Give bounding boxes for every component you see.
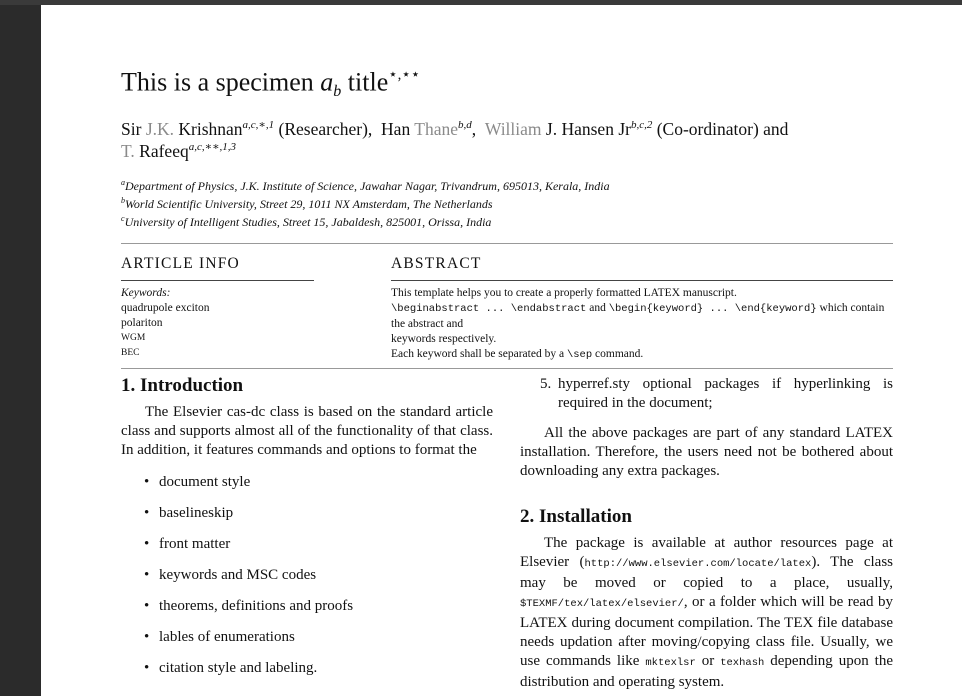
abstract-code: \beginabstract ... \endabstract (391, 303, 587, 315)
affiliation-mark: a (121, 178, 125, 187)
author-first-name[interactable]: J.K. (145, 119, 175, 139)
author-last-name: Krishnan (174, 119, 243, 139)
affiliation-item (121, 177, 610, 195)
abstract-code: \begin{keyword} ... \end{keyword} (608, 303, 817, 315)
author-last-name[interactable]: Thane (414, 119, 458, 139)
installation-text: The package is available at author resources page at Elsevier ( (520, 535, 893, 570)
bullet-icon: • (144, 629, 150, 645)
keywords-block (121, 286, 209, 361)
title-footnote-marks: ⋆,⋆⋆ (388, 67, 421, 83)
list-item-text: lables of enumerations (159, 629, 295, 645)
affiliation-text: University of Intelligent Studies, Street 15, Jabaldesh, 825001, Orissa, India (124, 215, 492, 229)
installation-text: , or a folder which will be read by LATEX during document compilation. The TEX file database needs updation after moving/copying class file. Usually, we use commands like (520, 594, 893, 669)
list-item-text: citation style and labeling. (159, 660, 318, 676)
enum-number: 5. (540, 376, 552, 392)
author-role: , (471, 119, 477, 139)
list-item (121, 628, 493, 659)
abstract-text: which contain the abstract and (391, 302, 885, 330)
installation-text: depending upon the distribution and operating system. (520, 653, 893, 690)
installation-paragraph (520, 534, 893, 692)
author-list (121, 118, 881, 162)
keyword-item: BEC (121, 348, 140, 358)
author-affil-marks[interactable]: a,c,∗,1 (242, 119, 275, 132)
abstract-line (391, 301, 893, 332)
abstract-rule (391, 280, 893, 281)
affiliation-text: Department of Physics, J.K. Institute of Science, Jawahar Nagar, Trivandrum, 695013, Kerala, India (125, 179, 610, 193)
affiliation-text: World Scientific University, Street 29, 1011 NX Amsterdam, The Netherlands (125, 197, 493, 211)
author-affil-marks[interactable]: a,c,∗∗,1,3 (188, 141, 237, 154)
list-item (121, 566, 493, 597)
abstract-body (391, 286, 893, 363)
title-math-var: a (320, 67, 334, 97)
title-math-sub: b (333, 82, 342, 100)
paper-title (121, 67, 420, 98)
keyword-item: WGM (121, 333, 146, 343)
list-item-text: theorems, definitions and proofs (159, 598, 354, 614)
divider-top (121, 243, 893, 244)
abstract-text: Each keyword shall be separated by a (391, 348, 567, 360)
abstract-line: keywords respectively. (391, 333, 497, 345)
keywords-label: Keywords: (121, 287, 171, 299)
packages-paragraph: All the above packages are part of any standard LATEX installation. Therefore, the users need not be bothered about downloading any extra packages. (520, 425, 893, 479)
title-text: This is a specimen (121, 67, 321, 97)
installation-text: or (695, 653, 721, 669)
abstract-code: \sep (566, 349, 593, 361)
intro-paragraph: The Elsevier cas-dc class is based on the standard article class and supports almost all of the functionality of that class. In addition, it features commands and options to format the (121, 404, 493, 458)
abstract-line: This template helps you to create a properly formatted LATEX manuscript. (391, 287, 737, 299)
affiliation-mark: c (121, 214, 125, 223)
section-heading-introduction: 1. Introduction (121, 375, 244, 396)
bullet-icon: • (144, 598, 150, 614)
author-prefix: Han (381, 119, 415, 139)
abstract-line (391, 347, 893, 363)
article-info-heading: ARTICLE INFO (121, 255, 240, 272)
list-item-text: baselineskip (159, 505, 234, 521)
column-right (520, 375, 893, 692)
bullet-icon: • (144, 567, 150, 583)
bullet-icon: • (144, 660, 150, 676)
abstract-text: and (586, 302, 609, 314)
author-affil-marks[interactable]: b,c,2 (630, 119, 653, 132)
affiliation-item (121, 213, 610, 231)
affiliation-list (121, 177, 610, 231)
enum-text: hyperref.sty optional packages if hyperlinking is required in the document; (558, 376, 893, 411)
enum-item (520, 375, 893, 413)
column-left (121, 375, 493, 690)
bullet-icon: • (144, 474, 150, 490)
author-4 (121, 141, 236, 161)
bullet-icon: • (144, 505, 150, 521)
author-role: (Researcher), (274, 119, 373, 139)
list-item (121, 473, 493, 504)
author-affil-marks[interactable]: b,d (458, 119, 472, 132)
author-2 (381, 119, 476, 139)
author-last-name: Rafeeq (134, 141, 189, 161)
author-prefix: Sir (121, 119, 146, 139)
list-item (121, 504, 493, 535)
title-text-after: title (341, 67, 389, 97)
command-mktexlsr: mktexlsr (645, 657, 696, 669)
command-texhash: texhash (720, 657, 765, 669)
texmf-path: $TEXMF/tex/latex/elsevier/ (520, 598, 684, 610)
author-last-name: J. Hansen Jr (541, 119, 631, 139)
list-item-text: keywords and MSC codes (159, 567, 317, 583)
list-item-text: document style (159, 474, 251, 490)
author-first-name[interactable]: T. (121, 141, 135, 161)
affiliation-item (121, 195, 610, 213)
abstract-heading: ABSTRACT (391, 255, 482, 272)
installation-text: ). The class may be moved or copied to a place, usually, (520, 554, 894, 591)
keyword-item: quadrupole exciton (121, 302, 210, 314)
feature-list (121, 473, 493, 690)
article-info-rule (121, 280, 314, 281)
author-1 (121, 119, 372, 139)
list-item (121, 659, 493, 690)
divider-bottom (121, 368, 893, 369)
section-heading-installation: 2. Installation (520, 506, 632, 527)
author-first-name[interactable]: William (484, 119, 542, 139)
abstract-text: command. (592, 348, 644, 360)
list-item (121, 597, 493, 628)
affiliation-mark: b (121, 196, 125, 205)
list-item-text: front matter (159, 536, 231, 552)
bullet-icon: • (144, 536, 150, 552)
list-item (121, 535, 493, 566)
page-content (121, 5, 893, 696)
keyword-item: polariton (121, 317, 163, 329)
elsevier-url-link[interactable]: http://www.elsevier.com/locate/latex (584, 558, 812, 570)
author-role: (Co-ordinator) and (652, 119, 789, 139)
author-3 (485, 119, 789, 139)
document-page (41, 5, 962, 696)
